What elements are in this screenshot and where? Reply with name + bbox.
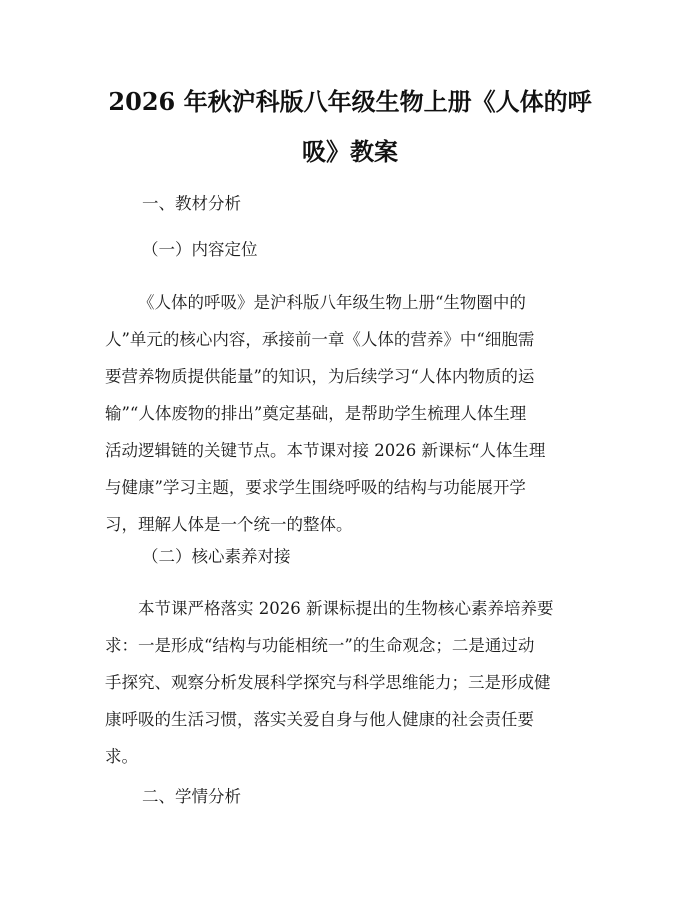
paragraph-line: 要营养物质提供能量”的知识，为后续学习“人体内物质的运 xyxy=(105,367,535,386)
paragraph-line: 求：一是形成“结构与功能相统一”的生命观念；二是通过动 xyxy=(105,636,535,655)
paragraph-line: 活动逻辑链的关键节点。本节课对接 2026 新课标“人体生理 xyxy=(105,441,546,460)
paragraph-line: 求。 xyxy=(105,747,138,766)
paragraph-line: 康呼吸的生活习惯，落实关爱自身与他人健康的社会责任要 xyxy=(105,710,534,729)
paragraph-line: 本节课严格落实 2026 新课标提出的生物核心素养培养要 xyxy=(138,599,554,618)
paragraph-content-positioning xyxy=(105,284,601,543)
document-title xyxy=(90,77,610,177)
title-line-2: 吸》教案 xyxy=(302,137,398,166)
paragraph-core-literacy xyxy=(105,590,601,775)
subsection-heading-content-positioning: （一）内容定位 xyxy=(142,240,258,259)
paragraph-line: 手探究、观察分析发展科学探究与科学思维能力；三是形成健 xyxy=(105,673,551,692)
subsection-heading-core-literacy: （二）核心素养对接 xyxy=(142,547,291,566)
title-line-1: 2026 年秋沪科版八年级生物上册《人体的呼 xyxy=(108,87,592,116)
section-heading-learner-analysis: 二、学情分析 xyxy=(142,787,241,806)
paragraph-line: 《人体的呼吸》是沪科版八年级生物上册“生物圈中的 xyxy=(138,293,526,312)
paragraph-line: 习，理解人体是一个统一的整体。 xyxy=(105,515,353,534)
section-heading-textbook-analysis: 一、教材分析 xyxy=(142,194,241,213)
paragraph-line: 与健康”学习主题，要求学生围绕呼吸的结构与功能展开学 xyxy=(105,478,526,497)
paragraph-line: 人”单元的核心内容，承接前一章《人体的营养》中“细胞需 xyxy=(105,330,535,349)
paragraph-line: 输”“人体废物的排出”奠定基础，是帮助学生梳理人体生理 xyxy=(105,404,527,423)
